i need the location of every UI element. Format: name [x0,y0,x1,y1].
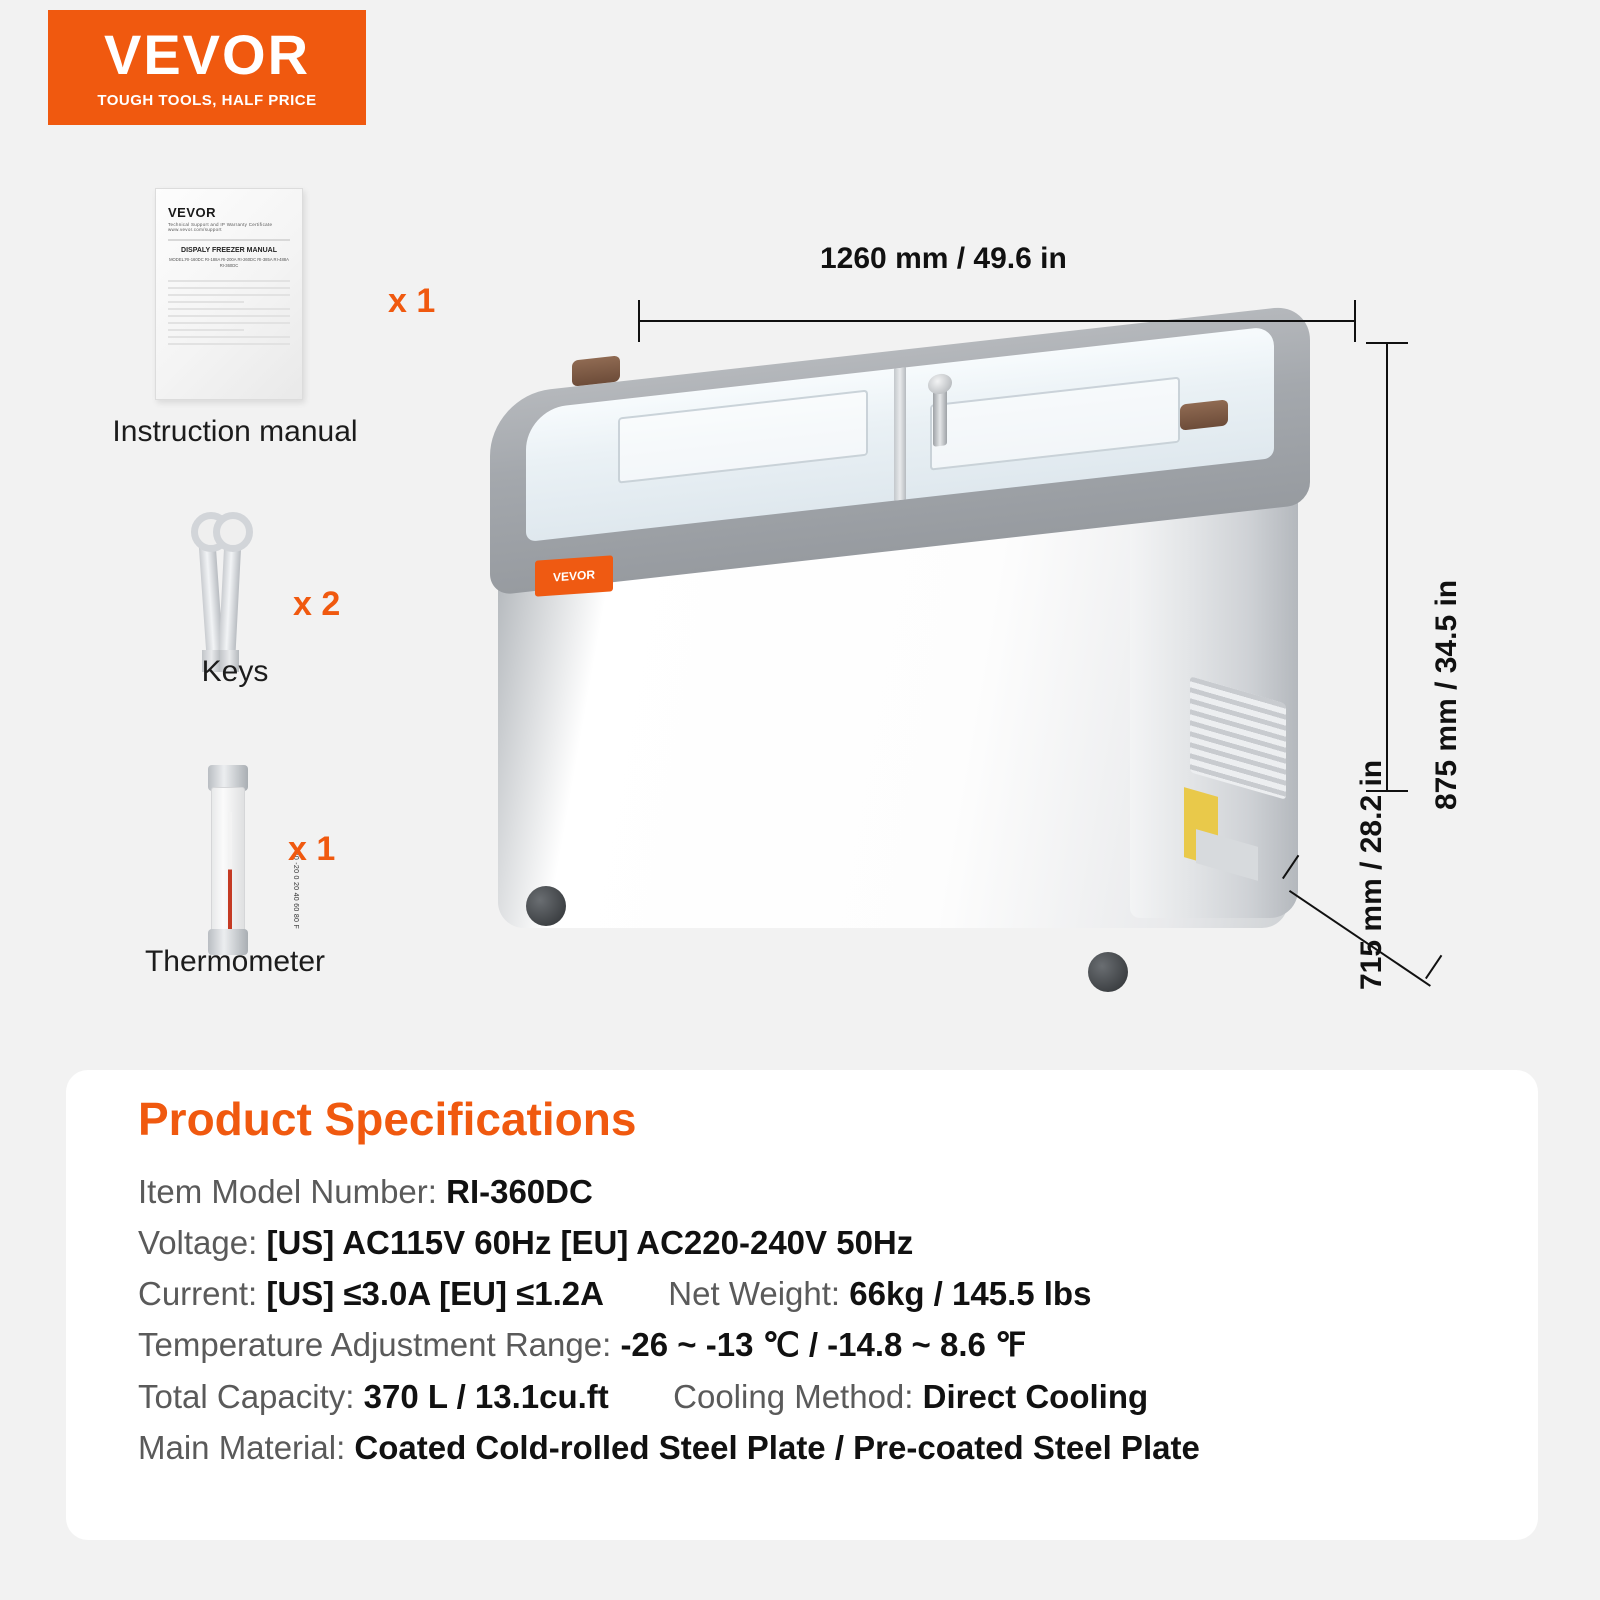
freezer-corner-pad-left [572,355,620,386]
freezer-brand-badge: VEVOR [535,555,613,596]
manual-models-2: RI-360DC [219,263,239,269]
keys-caption: Keys [201,655,269,688]
manual-icon [155,188,303,400]
freezer-lock-shaft [933,385,947,447]
freezer-corner-pad-right [1180,399,1228,430]
thermometer-icon [200,765,299,955]
freezer-caster-rear [1088,952,1128,992]
freezer-glass-divider [894,367,906,500]
spec-value: -26 ~ -13 ℃ / -14.8 ~ 8.6 ℉ [620,1326,1027,1364]
vevor-logo [48,10,366,125]
spec-value: Coated Cold-rolled Steel Plate / Pre-coated Steel Plate [354,1428,1200,1466]
spec-label: Item Model Number: [138,1173,437,1210]
dimension-width-label: 1260 mm / 49.6 in [820,242,1067,275]
dimension-line-height [1386,342,1388,792]
spec-row [138,1422,1478,1473]
spec-row [138,1371,1478,1422]
chest-display-freezer [490,290,1320,950]
freezer-basket-1 [618,390,868,484]
spec-label: Net Weight: [668,1275,841,1313]
keys-icon [183,512,273,677]
page-title: Product Specifications [138,1093,637,1145]
dimension-tick-depth-far [1425,955,1442,979]
spec-label: Current: [138,1275,258,1313]
thermometer-scale: -40 -20 0 20 40 60 80 F [292,849,299,930]
manual-title: DISPALY FREEZER MANUAL [181,247,277,254]
spec-row [138,1166,1478,1217]
spec-value: [US] AC115V 60Hz [EU] AC220-240V 50Hz [266,1224,914,1262]
spec-list [138,1166,1478,1473]
spec-value: Direct Cooling [922,1377,1149,1415]
manual-models: MODEL:RI-160DC RI-188A RI-200A RI-260DC RI-385A RI-488A [169,257,289,262]
spec-label: Temperature Adjustment Range: [138,1326,612,1364]
thermometer-body [211,787,299,935]
manual-logo: VEVOR [168,205,217,220]
thermometer-tube [228,812,232,932]
spec-row [138,1319,1478,1370]
brand-name: VEVOR [103,22,311,86]
spec-label: Main Material: [138,1428,346,1466]
product-specifications-card [66,1070,1538,1540]
key-head-2 [213,512,253,552]
spec-label: Total Capacity: [138,1377,355,1415]
spec-row [138,1217,1478,1268]
spec-value: 370 L / 13.1cu.ft [363,1377,609,1415]
thermometer-caption: Thermometer [144,945,326,978]
spec-value: [US] ≤3.0A [EU] ≤1.2A [266,1275,604,1313]
dimension-line-width [638,320,1356,322]
dimension-tick-width-right [1354,300,1356,342]
spec-row [138,1268,1478,1319]
spec-value: 66kg / 145.5 lbs [849,1275,1092,1313]
freezer-basket-2 [930,377,1180,471]
spec-label: Voltage: [138,1224,258,1262]
manual-divider [168,239,290,241]
manual-caption: Instruction manual [112,415,358,448]
keys-quantity: x 2 [293,585,341,623]
spec-value: RI-360DC [446,1173,593,1210]
brand-tagline: TOUGH TOOLS, HALF PRICE [97,91,317,109]
manual-subtext: Technical Support and IP Warranty Certificate www.vevor.com/support [168,222,273,232]
thermometer-quantity: x 1 [288,830,336,868]
dimension-tick-height-top [1366,342,1408,344]
freezer-caster-front [526,886,566,926]
manual-body-text [168,280,290,345]
spec-label: Cooling Method: [673,1377,914,1415]
product-image [470,230,1463,1020]
dimension-height-label: 875 mm / 34.5 in [1430,579,1463,810]
manual-quantity: x 1 [388,282,436,320]
dimension-tick-width-left [638,300,640,342]
dimension-depth-label: 715 mm / 28.2 in [1355,759,1388,990]
